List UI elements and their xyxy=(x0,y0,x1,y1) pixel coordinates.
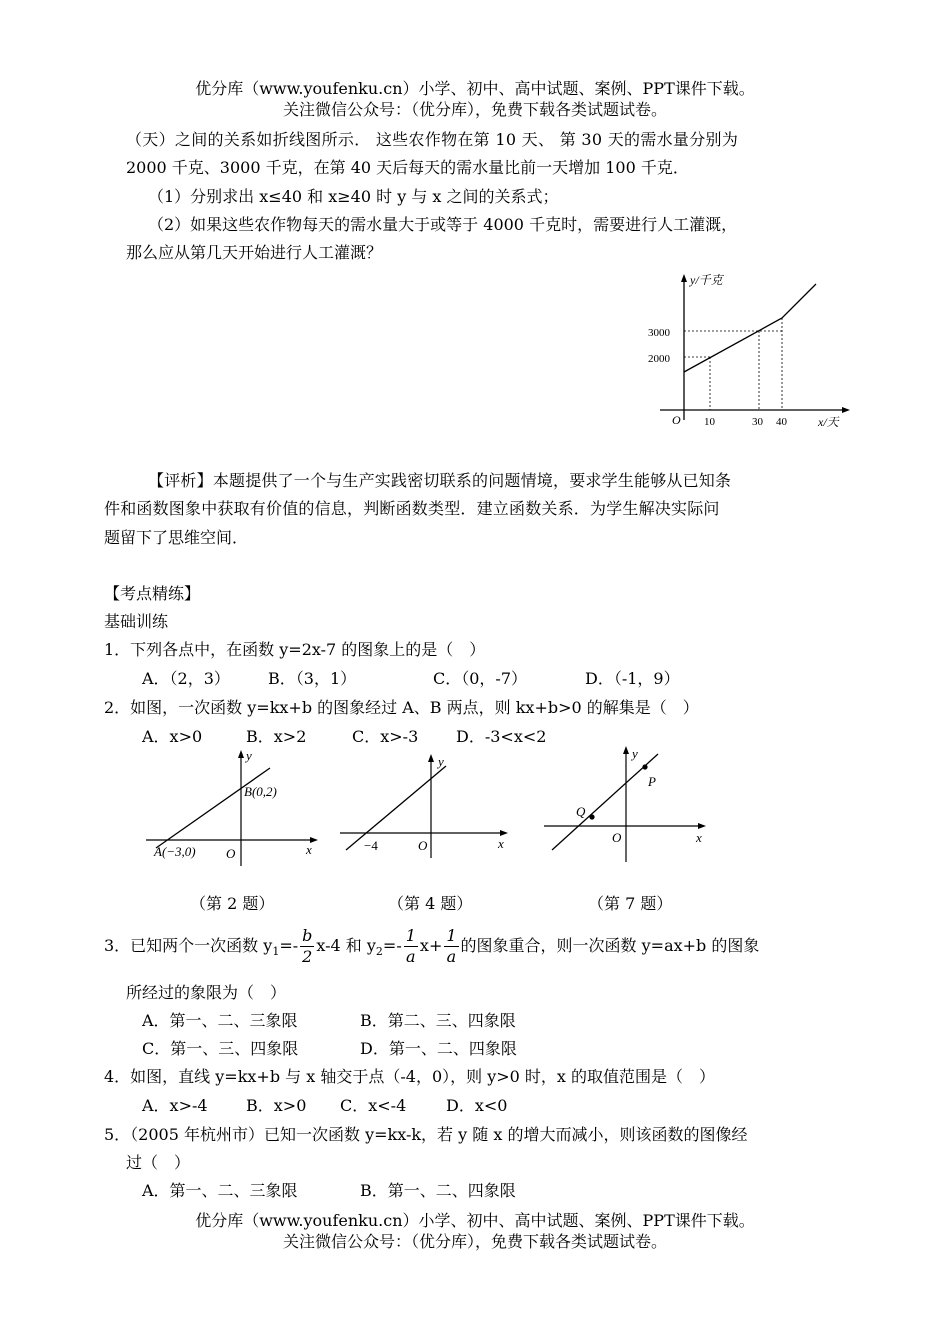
question-3-stem xyxy=(104,926,759,967)
header-line-2: 关注微信公众号：（优分库），免费下载各类试题试卷。 xyxy=(282,100,667,119)
x-axis xyxy=(660,407,850,413)
footer-line-1: 优分库（www.youfenku.cn）小学、初中、高中试题、案例、PPT课件下载。 xyxy=(195,1211,755,1230)
section-title: 【考点精练】 xyxy=(104,584,201,603)
fig2-y-label: y xyxy=(246,748,252,763)
problem-line-2: 2000 千克、3000 千克，在第 40 天后每天的需水量比前一天增加 100 千克． xyxy=(126,158,689,177)
question-4-option-c: C．x<-4 xyxy=(340,1096,407,1115)
problem-question-2a: （2）如果这些农作物每天的需水量大于或等于 4000 千克时，需要进行人工灌溉， xyxy=(148,215,738,234)
question-2-option-d: D．-3<x<2 xyxy=(456,727,547,746)
question-3-option-c: C．第一、三、四象限 xyxy=(142,1039,299,1058)
q3-text-6: 的图象重合，则一次函数 y=ax+b 的图象 xyxy=(460,936,760,955)
figure-2-caption: （第 2 题） xyxy=(190,894,275,913)
question-4-option-d: D．x<0 xyxy=(446,1096,508,1115)
fig4-x-label: x xyxy=(498,836,504,851)
q3-text-5: x+ xyxy=(419,936,443,955)
q3-text-2: =- xyxy=(279,936,299,955)
question-3-option-d: D．第一、二、四象限 xyxy=(360,1039,517,1058)
analysis-line-2: 件和函数图象中获取有价值的信息，判断函数类型．建立函数关系．为学生解决实际问 xyxy=(104,499,720,518)
q3-frac1-den: 2 xyxy=(302,947,313,966)
question-5-option-b: B．第一、二、四象限 xyxy=(360,1181,516,1200)
fig2-x-label: x xyxy=(306,842,312,857)
q3-fraction-1 xyxy=(300,926,314,967)
q3-text-3: x-4 和 y xyxy=(316,936,376,955)
footer-line-2: 关注微信公众号：（优分库），免费下载各类试题试卷。 xyxy=(282,1232,667,1251)
question-1-option-a: A．（2，3） xyxy=(142,669,230,688)
question-1-stem: 1．下列各点中，在函数 y=2x-7 的图象上的是（ ） xyxy=(104,640,486,659)
question-5-line-2: 过（ ） xyxy=(126,1153,191,1172)
q3-text-4: =- xyxy=(382,936,402,955)
question-1-option-d: D．（-1，9） xyxy=(585,669,680,688)
y-tick-2000: 2000 xyxy=(648,353,670,365)
analysis-line-1: 【评析】本题提供了一个与生产实践密切联系的问题情境，要求学生能够从已知条 xyxy=(148,471,732,490)
figure-7 xyxy=(540,742,720,867)
y-axis-label: y/千克 xyxy=(690,273,723,287)
point-p xyxy=(642,764,647,769)
figure-4 xyxy=(336,752,516,862)
question-1-option-b: B．（3，1） xyxy=(268,669,357,688)
problem-line-1: （天）之间的关系如折线图所示． 这些农作物在第 10 天、 第 30 天的需水量分别为 xyxy=(126,130,739,149)
question-2-option-a: A．x>0 xyxy=(142,727,203,746)
question-5-option-a: A．第一、二、三象限 xyxy=(142,1181,298,1200)
fig7-y-label: y xyxy=(632,746,638,761)
origin-label: O xyxy=(672,413,681,427)
question-3-line-2: 所经过的象限为（ ） xyxy=(126,983,287,1002)
q3-sub-2: 2 xyxy=(375,945,383,959)
problem-question-1: （1）分别求出 x≤40 和 x≥40 时 y 与 x 之间的关系式； xyxy=(148,187,559,206)
point-q xyxy=(589,814,594,819)
x-tick-30: 30 xyxy=(752,416,763,428)
q3-frac2-den: a xyxy=(406,947,416,966)
question-4-option-a: A．x>-4 xyxy=(142,1096,208,1115)
line-pq xyxy=(552,754,658,850)
fig4-origin-label: O xyxy=(418,838,428,853)
y-axis xyxy=(681,274,687,420)
problem-question-2b: 那么应从第几天开始进行人工灌溉？ xyxy=(126,243,383,262)
q3-text-1: 3．已知两个一次函数 y xyxy=(104,936,273,955)
question-3-option-a: A．第一、二、三象限 xyxy=(142,1011,298,1030)
point-b-label: B(0,2) xyxy=(244,784,277,799)
analysis-line-3: 题留下了思维空间． xyxy=(104,528,249,547)
fig4-minus-4-label: −4 xyxy=(364,838,378,853)
question-2-option-c: C．x>-3 xyxy=(352,727,419,746)
q3-frac1-num: b xyxy=(302,926,313,945)
q3-frac3-den: a xyxy=(446,947,457,966)
water-demand-graph xyxy=(646,270,856,435)
question-1-option-c: C．（0，-7） xyxy=(433,669,528,688)
question-2-stem: 2．如图，一次函数 y=kx+b 的图象经过 A、B 两点，则 kx+b>0 的解集是（ ） xyxy=(104,698,699,717)
x-tick-40: 40 xyxy=(776,416,787,428)
fig4-y-label: y xyxy=(438,754,444,769)
fig2-origin-label: O xyxy=(226,846,236,861)
question-2-option-b: B．x>2 xyxy=(246,727,307,746)
question-3-option-b: B．第二、三、四象限 xyxy=(360,1011,516,1030)
figure-7-caption: （第 7 题） xyxy=(588,894,673,913)
section-subtitle: 基础训练 xyxy=(104,612,169,631)
q3-fraction-2 xyxy=(404,926,418,967)
q3-frac2-num: 1 xyxy=(405,926,416,945)
y-tick-3000: 3000 xyxy=(648,327,670,339)
q3-fraction-3 xyxy=(444,926,458,967)
fig7-q-label: Q xyxy=(576,804,586,819)
x-tick-10: 10 xyxy=(704,416,715,428)
question-4-stem: 4．如图，直线 y=kx+b 与 x 轴交于点（-4，0），则 y>0 时，x 的取值范围是（ ） xyxy=(104,1067,716,1086)
figure-2 xyxy=(140,748,330,873)
header-line-1: 优分库（www.youfenku.cn）小学、初中、高中试题、案例、PPT课件下载。 xyxy=(195,79,755,98)
question-5-line-1: 5．（2005 年杭州市）已知一次函数 y=kx-k，若 y 随 x 的增大而减小，则该函数的图像经 xyxy=(104,1125,748,1144)
line-ab xyxy=(156,768,270,848)
point-a-label: A(−3,0) xyxy=(154,844,196,859)
fig7-p-label: P xyxy=(648,774,656,789)
q3-frac3-num: 1 xyxy=(446,926,457,945)
x-axis-label: x/天 xyxy=(818,415,839,429)
question-4-option-b: B．x>0 xyxy=(246,1096,307,1115)
demand-polyline xyxy=(684,284,816,372)
fig7-x-label: x xyxy=(696,830,702,845)
figure-4-caption: （第 4 题） xyxy=(388,894,473,913)
fig7-origin-label: O xyxy=(612,830,622,845)
q3-sub-1: 1 xyxy=(272,945,280,959)
